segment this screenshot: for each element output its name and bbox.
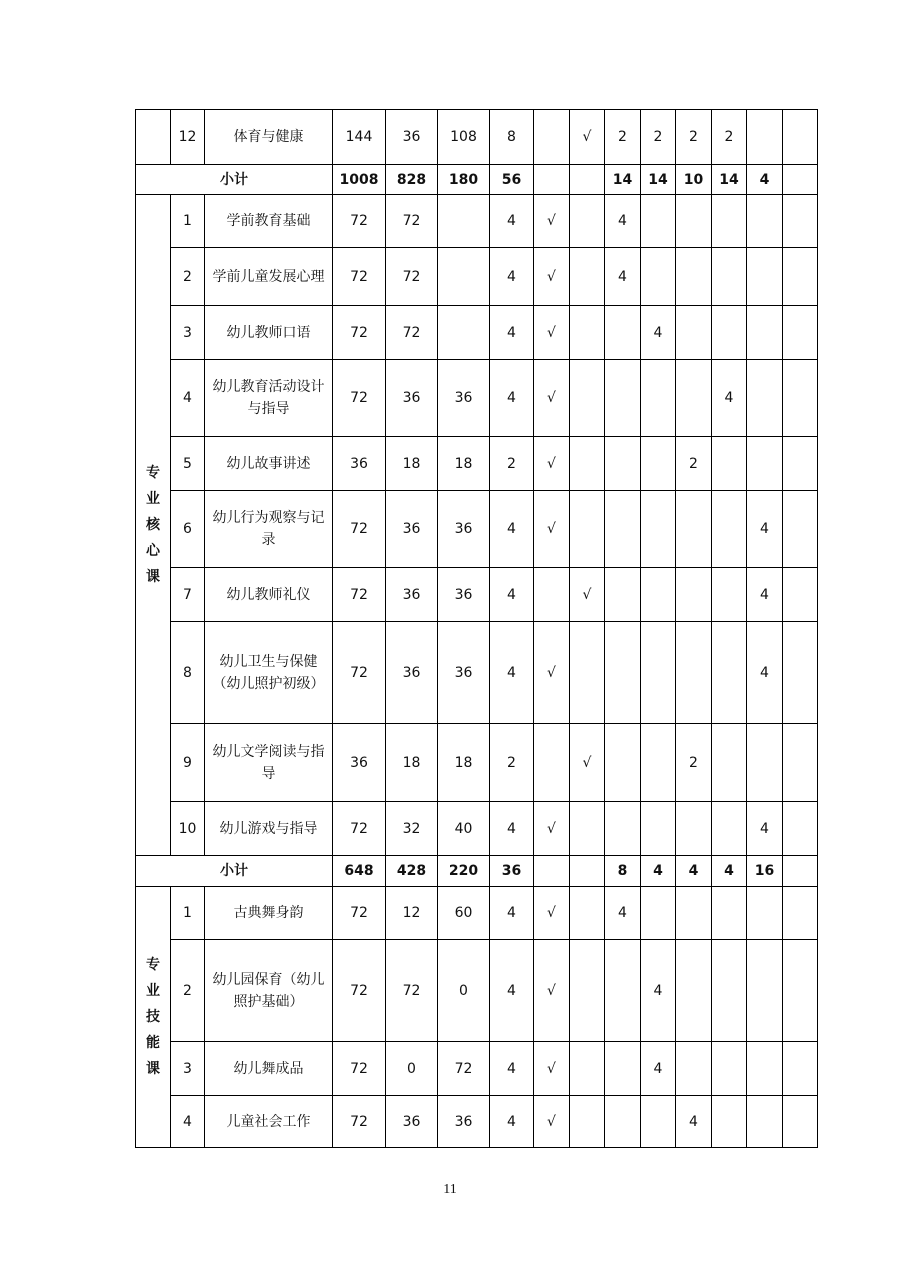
table-cell: 36 [333, 437, 386, 491]
subtotal-cell [534, 856, 570, 887]
table-cell [605, 568, 641, 622]
table-cell [605, 360, 641, 437]
table-cell [641, 360, 676, 437]
table-cell: 4 [490, 1096, 534, 1148]
table-cell [747, 887, 783, 940]
table-cell: 72 [333, 887, 386, 940]
table-cell: 36 [438, 622, 490, 724]
table-cell [438, 248, 490, 306]
table-cell: √ [534, 248, 570, 306]
table-cell [712, 622, 747, 724]
course-number: 7 [171, 568, 205, 622]
table-cell [676, 1042, 712, 1096]
table-cell [676, 940, 712, 1042]
table-cell: 72 [438, 1042, 490, 1096]
table-cell: 72 [386, 248, 438, 306]
table-row [136, 940, 818, 1042]
table-cell [676, 568, 712, 622]
table-cell [712, 568, 747, 622]
table-cell: 2 [712, 110, 747, 165]
table-cell: 4 [490, 1042, 534, 1096]
table-cell: 2 [676, 437, 712, 491]
table-cell [605, 1042, 641, 1096]
table-cell: 4 [490, 802, 534, 856]
table-cell [712, 887, 747, 940]
table-cell [712, 940, 747, 1042]
table-cell: √ [570, 568, 605, 622]
table-cell [676, 248, 712, 306]
table-cell: 36 [386, 568, 438, 622]
table-cell: √ [570, 724, 605, 802]
category-char: 专 [146, 957, 160, 973]
subtotal-cell: 4 [747, 165, 783, 195]
table-cell: 18 [386, 437, 438, 491]
subtotal-label: 小计 [136, 856, 333, 887]
table-cell [676, 802, 712, 856]
subtotal-cell: 4 [712, 856, 747, 887]
table-cell: 36 [333, 724, 386, 802]
subtotal-cell: 1008 [333, 165, 386, 195]
table-cell [747, 248, 783, 306]
table-cell: 4 [712, 360, 747, 437]
category-char: 技 [146, 1009, 160, 1025]
table-cell [570, 437, 605, 491]
table-cell: 4 [605, 887, 641, 940]
table-cell [438, 306, 490, 360]
course-number: 12 [171, 110, 205, 165]
table-cell: 72 [386, 940, 438, 1042]
table-cell [641, 437, 676, 491]
category-char: 课 [146, 1061, 160, 1077]
table-cell: 2 [605, 110, 641, 165]
table-cell: 72 [333, 360, 386, 437]
course-number: 1 [171, 887, 205, 940]
table-cell [570, 491, 605, 568]
table-cell: 72 [333, 195, 386, 248]
subtotal-cell: 14 [712, 165, 747, 195]
subtotal-cell: 220 [438, 856, 490, 887]
table-row [136, 622, 818, 724]
table-cell: 36 [386, 622, 438, 724]
table-row [136, 1096, 818, 1148]
table-body [136, 110, 818, 1148]
course-number: 6 [171, 491, 205, 568]
table-cell [570, 195, 605, 248]
table-cell: √ [534, 195, 570, 248]
course-name: 体育与健康 [205, 110, 333, 165]
table-cell: 40 [438, 802, 490, 856]
table-cell [783, 940, 818, 1042]
table-cell [534, 110, 570, 165]
table-cell [712, 1096, 747, 1148]
table-cell [676, 195, 712, 248]
subtotal-cell: 14 [641, 165, 676, 195]
table-cell: 4 [490, 940, 534, 1042]
subtotal-cell: 8 [605, 856, 641, 887]
course-number: 3 [171, 1042, 205, 1096]
course-name: 幼儿行为观察与记录 [205, 491, 333, 568]
table-cell: 2 [676, 110, 712, 165]
table-cell: 4 [490, 195, 534, 248]
table-cell: 72 [333, 306, 386, 360]
course-name: 幼儿教师礼仪 [205, 568, 333, 622]
table-cell: 36 [438, 360, 490, 437]
table-cell [605, 622, 641, 724]
table-cell: 36 [386, 1096, 438, 1148]
table-cell [605, 940, 641, 1042]
table-cell [783, 360, 818, 437]
table-cell: 4 [490, 248, 534, 306]
table-cell: 4 [676, 1096, 712, 1148]
table-cell [605, 724, 641, 802]
table-cell: 72 [333, 491, 386, 568]
table-cell [570, 306, 605, 360]
subtotal-cell: 428 [386, 856, 438, 887]
table-cell [783, 306, 818, 360]
table-cell: √ [534, 1042, 570, 1096]
table-cell: 4 [490, 887, 534, 940]
table-cell [783, 622, 818, 724]
subtotal-cell [783, 165, 818, 195]
subtotal-cell: 14 [605, 165, 641, 195]
table-cell [747, 940, 783, 1042]
table-cell: 36 [438, 491, 490, 568]
course-name: 学前教育基础 [205, 195, 333, 248]
course-number: 10 [171, 802, 205, 856]
table-cell [641, 724, 676, 802]
table-cell: 72 [333, 802, 386, 856]
course-name: 古典舞身韵 [205, 887, 333, 940]
subtotal-row [136, 856, 818, 887]
table-cell [676, 622, 712, 724]
table-cell [747, 437, 783, 491]
table-cell [570, 360, 605, 437]
table-cell: 72 [386, 195, 438, 248]
subtotal-cell: 648 [333, 856, 386, 887]
table-cell: √ [534, 802, 570, 856]
table-cell [534, 724, 570, 802]
table-cell [712, 306, 747, 360]
table-row [136, 802, 818, 856]
table-cell: 0 [438, 940, 490, 1042]
table-cell: 4 [747, 802, 783, 856]
table-cell [438, 195, 490, 248]
table-cell: 72 [333, 1096, 386, 1148]
table-cell: 36 [386, 110, 438, 165]
category-cell [136, 110, 171, 165]
table-cell: 72 [333, 940, 386, 1042]
table-cell: 60 [438, 887, 490, 940]
category-char: 核 [146, 517, 160, 533]
table-cell: 4 [747, 568, 783, 622]
table-cell [676, 887, 712, 940]
table-cell: 18 [438, 437, 490, 491]
table-cell [783, 802, 818, 856]
table-cell [676, 491, 712, 568]
table-cell [641, 568, 676, 622]
table-cell [783, 1096, 818, 1148]
table-cell: 4 [747, 622, 783, 724]
table-cell [712, 802, 747, 856]
table-cell [783, 491, 818, 568]
course-name: 幼儿文学阅读与指导 [205, 724, 333, 802]
table-cell: 144 [333, 110, 386, 165]
table-cell [747, 1096, 783, 1148]
table-cell [747, 724, 783, 802]
table-cell [712, 724, 747, 802]
table-cell: 72 [333, 568, 386, 622]
subtotal-cell [534, 165, 570, 195]
subtotal-cell [570, 856, 605, 887]
table-cell: √ [534, 622, 570, 724]
table-cell: 4 [490, 306, 534, 360]
table-cell: √ [534, 887, 570, 940]
table-cell [783, 1042, 818, 1096]
table-cell [783, 248, 818, 306]
category-char: 业 [146, 983, 160, 999]
course-name: 幼儿教师口语 [205, 306, 333, 360]
table-cell [712, 491, 747, 568]
table-cell: 4 [605, 248, 641, 306]
table-row [136, 491, 818, 568]
course-number: 3 [171, 306, 205, 360]
table-cell: 0 [386, 1042, 438, 1096]
table-cell: 2 [641, 110, 676, 165]
table-cell [570, 1096, 605, 1148]
table-cell: 18 [438, 724, 490, 802]
table-cell [712, 195, 747, 248]
table-row [136, 306, 818, 360]
course-name: 幼儿游戏与指导 [205, 802, 333, 856]
table-cell: 4 [490, 491, 534, 568]
table-cell: √ [570, 110, 605, 165]
table-cell [747, 1042, 783, 1096]
table-cell [676, 360, 712, 437]
table-cell: 36 [438, 1096, 490, 1148]
subtotal-cell: 16 [747, 856, 783, 887]
table-cell: 4 [490, 622, 534, 724]
table-cell: 4 [490, 360, 534, 437]
category-char: 能 [146, 1035, 160, 1051]
table-cell [783, 195, 818, 248]
table-cell [712, 437, 747, 491]
table-cell: 36 [386, 360, 438, 437]
table-cell [783, 110, 818, 165]
table-cell [641, 248, 676, 306]
course-number: 4 [171, 360, 205, 437]
course-number: 2 [171, 248, 205, 306]
table-cell: 36 [438, 568, 490, 622]
table-cell [605, 802, 641, 856]
subtotal-cell: 56 [490, 165, 534, 195]
table-cell: 2 [490, 724, 534, 802]
category-char: 心 [146, 543, 160, 559]
table-cell [641, 195, 676, 248]
category-char: 专 [146, 465, 160, 481]
table-cell [641, 802, 676, 856]
table-row [136, 887, 818, 940]
table-cell: √ [534, 306, 570, 360]
table-cell: √ [534, 437, 570, 491]
table-row [136, 110, 818, 165]
subtotal-cell: 4 [641, 856, 676, 887]
table-cell [783, 437, 818, 491]
table-cell: 12 [386, 887, 438, 940]
table-cell [570, 1042, 605, 1096]
table-cell: 4 [641, 940, 676, 1042]
course-number: 8 [171, 622, 205, 724]
table-row [136, 568, 818, 622]
course-name: 幼儿卫生与保健（幼儿照护初级） [205, 622, 333, 724]
table-cell: 4 [605, 195, 641, 248]
subtotal-cell: 4 [676, 856, 712, 887]
table-row [136, 195, 818, 248]
table-cell [570, 887, 605, 940]
course-name: 学前儿童发展心理 [205, 248, 333, 306]
table-cell: 32 [386, 802, 438, 856]
table-cell [570, 802, 605, 856]
table-cell: 4 [747, 491, 783, 568]
table-cell [534, 568, 570, 622]
course-name: 幼儿教育活动设计与指导 [205, 360, 333, 437]
table-cell: 108 [438, 110, 490, 165]
course-name: 幼儿故事讲述 [205, 437, 333, 491]
table-cell [605, 491, 641, 568]
table-cell: 18 [386, 724, 438, 802]
subtotal-cell [783, 856, 818, 887]
table-cell [747, 195, 783, 248]
table-cell [783, 887, 818, 940]
table-row [136, 724, 818, 802]
table-cell [570, 622, 605, 724]
subtotal-cell: 828 [386, 165, 438, 195]
table-cell: √ [534, 360, 570, 437]
subtotal-row [136, 165, 818, 195]
course-number: 1 [171, 195, 205, 248]
course-number: 2 [171, 940, 205, 1042]
table-cell: 36 [386, 491, 438, 568]
table-cell [676, 306, 712, 360]
subtotal-cell [570, 165, 605, 195]
table-cell [641, 887, 676, 940]
category-char: 课 [146, 569, 160, 585]
category-char: 业 [146, 491, 160, 507]
table-cell: 4 [490, 568, 534, 622]
table-cell: 72 [333, 248, 386, 306]
course-name: 幼儿园保育（幼儿照护基础） [205, 940, 333, 1042]
category-label-skill [136, 887, 171, 1148]
table-cell [605, 1096, 641, 1148]
category-label-core [136, 195, 171, 856]
table-cell [783, 724, 818, 802]
table-cell: 72 [333, 622, 386, 724]
table-cell: 4 [641, 306, 676, 360]
table-cell [641, 491, 676, 568]
table-row [136, 437, 818, 491]
table-row [136, 248, 818, 306]
table-row [136, 1042, 818, 1096]
table-cell: √ [534, 491, 570, 568]
table-cell [605, 306, 641, 360]
subtotal-cell: 36 [490, 856, 534, 887]
table-cell [747, 110, 783, 165]
table-cell [641, 1096, 676, 1148]
curriculum-table [135, 109, 818, 1148]
table-cell: 72 [386, 306, 438, 360]
table-cell: √ [534, 940, 570, 1042]
table-cell [570, 940, 605, 1042]
table-cell: 8 [490, 110, 534, 165]
table-cell [712, 1042, 747, 1096]
subtotal-cell: 180 [438, 165, 490, 195]
table-cell [605, 437, 641, 491]
subtotal-cell: 10 [676, 165, 712, 195]
table-cell [570, 248, 605, 306]
table-cell: 2 [676, 724, 712, 802]
course-name: 幼儿舞成品 [205, 1042, 333, 1096]
page-number: 11 [443, 1182, 457, 1197]
table-cell: √ [534, 1096, 570, 1148]
table-cell [747, 306, 783, 360]
course-number: 5 [171, 437, 205, 491]
subtotal-label: 小计 [136, 165, 333, 195]
table-cell [641, 622, 676, 724]
table-cell: 2 [490, 437, 534, 491]
course-number: 9 [171, 724, 205, 802]
table-cell [712, 248, 747, 306]
table-row [136, 360, 818, 437]
table-cell: 72 [333, 1042, 386, 1096]
table-cell [747, 360, 783, 437]
table-cell [783, 568, 818, 622]
table-cell: 4 [641, 1042, 676, 1096]
course-name: 儿童社会工作 [205, 1096, 333, 1148]
course-number: 4 [171, 1096, 205, 1148]
